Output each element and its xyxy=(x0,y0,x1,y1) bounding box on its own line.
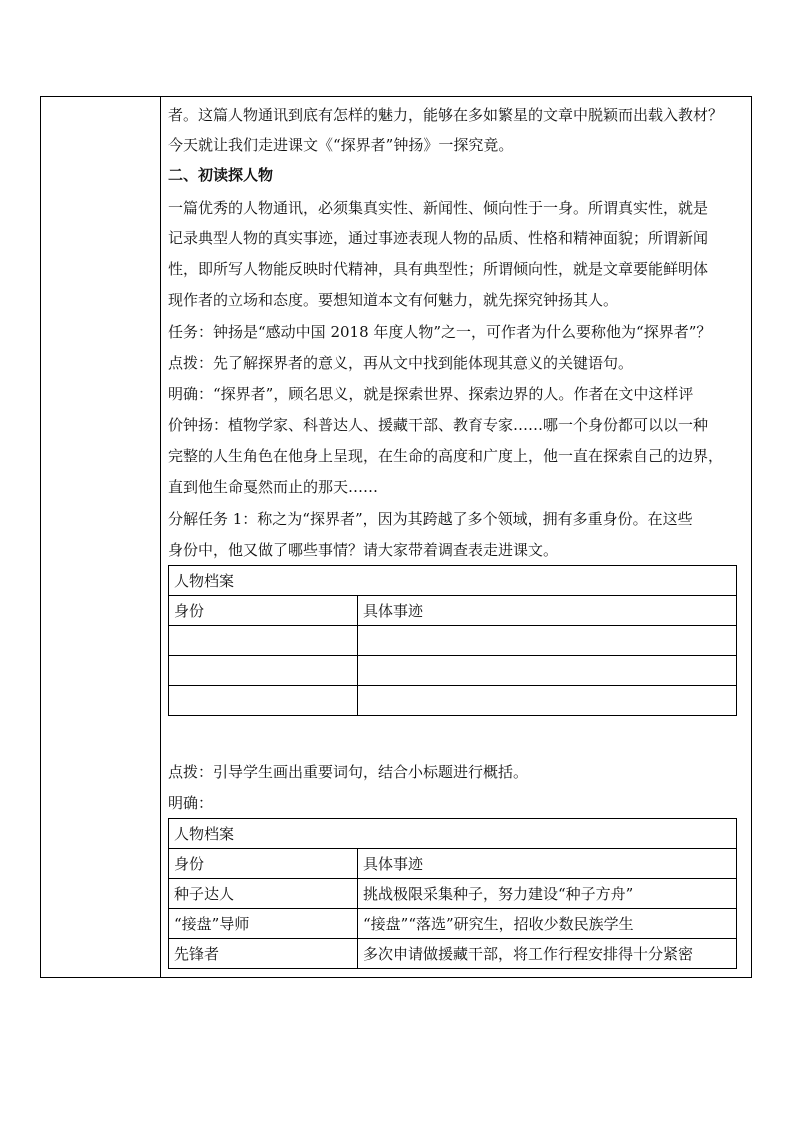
column-header-deeds: 具体事迹 xyxy=(358,596,737,626)
paragraph-line: 今天就让我们走进课文《“探界者”钟扬》一探究竟。 xyxy=(168,136,514,154)
hint-line: 点拨：先了解探界者的意义，再从文中找到能体现其意义的关键语句。 xyxy=(168,354,634,372)
table-row xyxy=(169,879,737,909)
left-label-column xyxy=(41,97,161,977)
answer-line: 直到他生命戛然而止的那天…… xyxy=(168,478,379,496)
table-cell: 先锋者 xyxy=(169,939,358,969)
column-header-identity: 身份 xyxy=(169,849,358,879)
table-cell xyxy=(169,626,358,656)
table-row xyxy=(169,686,737,716)
table-title: 人物档案 xyxy=(169,819,737,849)
table-cell xyxy=(358,626,737,656)
paragraph-line: 记录典型人物的真实事迹，通过事迹表现人物的品质、性格和精神面貌；所谓新闻 xyxy=(168,229,709,247)
table-cell: 种子达人 xyxy=(169,879,358,909)
table-cell xyxy=(169,656,358,686)
answer-line: 价钟扬：植物学家、科普达人、援藏干部、教育专家……哪一个身份都可以以一种 xyxy=(168,416,709,434)
table-cell xyxy=(169,686,358,716)
answer-label: 明确： xyxy=(168,794,214,812)
table-cell xyxy=(358,656,737,686)
table-cell: “接盘”导师 xyxy=(169,909,358,939)
section-heading: 二、初读探人物 xyxy=(168,166,274,184)
table-title: 人物档案 xyxy=(169,566,737,596)
paragraph-line: 一篇优秀的人物通讯，必须集真实性、新闻性、倾向性于一身。所谓真实性，就是 xyxy=(168,199,709,217)
paragraph-line: 现作者的立场和态度。要想知道本文有何魅力，就先探究钟扬其人。 xyxy=(168,291,619,309)
subtask-line: 分解任务 1：称之为“探界者”，因为其跨越了多个领域，拥有多重身份。在这些 xyxy=(168,510,693,528)
column-header-identity: 身份 xyxy=(169,596,358,626)
paragraph-line: 性，即所写人物能反映时代精神，具有典型性；所谓倾向性，就是文章要能鲜明体 xyxy=(168,260,709,278)
answer-line: 完整的人生角色在他身上呈现，在生命的高度和广度上，他一直在探索自己的边界， xyxy=(168,447,724,465)
table-row xyxy=(169,909,737,939)
paragraph-line: 者。这篇人物通讯到底有怎样的魅力，能够在多如繁星的文章中脱颖而出载入教材？ xyxy=(168,106,724,124)
table-cell: 挑战极限采集种子，努力建设“种子方舟” xyxy=(358,879,737,909)
lesson-plan-frame xyxy=(40,96,752,978)
survey-table-blank xyxy=(168,565,737,716)
task-line: 任务：钟扬是“感动中国 2018 年度人物”之一，可作者为什么要称他为“探界者”？ xyxy=(168,323,712,341)
table-row xyxy=(169,656,737,686)
table-row xyxy=(169,626,737,656)
hint-line: 点拨：引导学生画出重要词句，结合小标题进行概括。 xyxy=(168,763,529,781)
column-header-deeds: 具体事迹 xyxy=(358,849,737,879)
survey-table-answer xyxy=(168,818,737,969)
table-row xyxy=(169,939,737,969)
answer-line: 明确：“探界者”，顾名思义，就是探索世界、探索边界的人。作者在文中这样评 xyxy=(168,385,694,403)
table-cell: 多次申请做援藏干部，将工作行程安排得十分紧密 xyxy=(358,939,737,969)
table-cell: “接盘”“落选”研究生，招收少数民族学生 xyxy=(358,909,737,939)
table-cell xyxy=(358,686,737,716)
subtask-line: 身份中，他又做了哪些事情？请大家带着调查表走进课文。 xyxy=(168,541,559,559)
